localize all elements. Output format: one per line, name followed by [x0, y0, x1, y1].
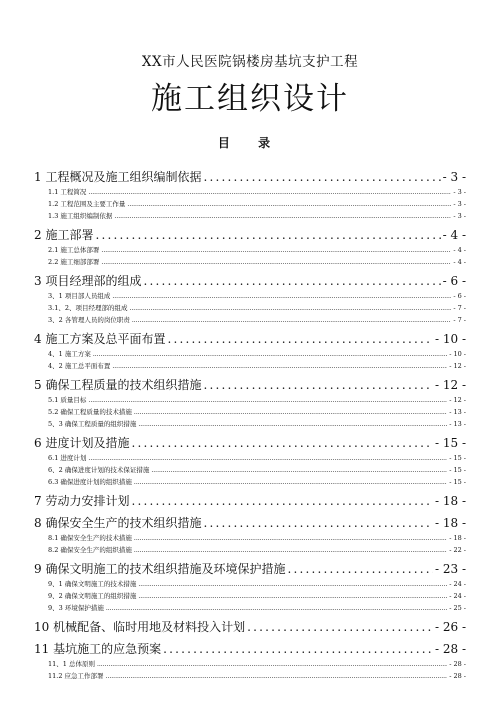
dot-leader	[287, 560, 433, 578]
toc-entry[interactable]	[34, 272, 466, 290]
toc-subentry[interactable]	[34, 186, 466, 198]
dot-leader	[101, 257, 451, 268]
dot-leader	[93, 349, 447, 360]
toc-subentry-label: 9、3 环境保护措施	[48, 604, 104, 612]
toc-entry-label: 5 确保工程质量的技术组织措施	[34, 378, 202, 392]
toc-subentry-page-number: - 15 -	[449, 466, 466, 474]
toc-entry[interactable]	[34, 640, 466, 658]
dot-leader	[131, 492, 433, 510]
dot-leader	[134, 533, 447, 544]
toc-subentry[interactable]	[34, 544, 466, 556]
toc-entry[interactable]	[34, 434, 466, 452]
dot-leader	[138, 579, 447, 590]
toc-entry[interactable]	[34, 560, 466, 578]
toc-subentry-label: 11.2 应急工作部署	[48, 672, 104, 680]
toc-entry-label: 7 劳动力安排计划	[34, 494, 130, 508]
toc-subentry-label: 1.2 工程范围及主要工作量	[48, 200, 126, 208]
toc-subentry-label: 8.2 确保安全生产的组织措施	[48, 546, 132, 554]
toc-subentry-label: 5、3 确保工程质量的组织措施	[48, 420, 137, 428]
toc-entry-page-number: - 23 -	[434, 562, 466, 576]
dot-leader	[131, 434, 433, 452]
toc-subentry[interactable]	[34, 476, 466, 488]
toc-entry[interactable]	[34, 492, 466, 510]
toc-subentry-label: 6、2 确保进度计划的技术保证措施	[48, 466, 150, 474]
toc-subentry[interactable]	[34, 590, 466, 602]
toc-subentry[interactable]	[34, 256, 466, 268]
toc-subentry-label: 3.1、2、项目经理部的组成	[48, 304, 128, 312]
dot-leader	[127, 199, 451, 210]
toc-subentry[interactable]	[34, 670, 466, 682]
toc-entry-page-number: - 15 -	[434, 436, 466, 450]
toc-subentry-label: 4、2 施工总平面布置	[48, 362, 111, 370]
toc-entry-label: 11 基坑施工的应急预案	[34, 642, 162, 656]
toc-subentry-page-number: - 24 -	[449, 592, 466, 600]
toc-subentry[interactable]	[34, 394, 466, 406]
toc-subentry[interactable]	[34, 464, 466, 476]
toc-entry-label: 10 机械配备、临时用地及材料投入计划	[34, 620, 246, 634]
toc-subentry-page-number: - 13 -	[449, 408, 466, 416]
toc-subentry-page-number: - 22 -	[449, 546, 466, 554]
toc-subentry-label: 9、2 确保文明施工的组织措施	[48, 592, 137, 600]
dot-leader	[203, 376, 433, 394]
toc-subentry-page-number: - 10 -	[449, 350, 466, 358]
toc-subentry-label: 1.1 工程简况	[48, 188, 87, 196]
dot-leader	[203, 514, 433, 532]
dot-leader	[101, 245, 451, 256]
toc-subentry-label: 4、1 施工方案	[48, 350, 91, 358]
toc-subentry-page-number: - 4 -	[453, 258, 466, 266]
dot-leader	[151, 465, 447, 476]
toc-entry-page-number: - 18 -	[434, 494, 466, 508]
toc-entry-page-number: - 3 -	[442, 170, 466, 184]
table-of-contents	[34, 164, 466, 682]
toc-subentry-label: 6.1 进度计划	[48, 454, 87, 462]
toc-subentry-page-number: - 7 -	[453, 316, 466, 324]
dot-leader	[112, 361, 447, 372]
dot-leader	[203, 168, 440, 186]
toc-subentry-page-number: - 25 -	[449, 604, 466, 612]
dot-leader	[132, 315, 451, 326]
toc-entry-label: 2 施工部署	[34, 228, 94, 242]
toc-entry[interactable]	[34, 618, 466, 636]
dot-leader	[129, 303, 451, 314]
toc-subentry-label: 3、2 各管理人员的岗位职责	[48, 316, 130, 324]
toc-entry-label: 3 项目经理部的组成	[34, 274, 142, 288]
dot-leader	[106, 671, 448, 682]
toc-entry-label: 1 工程概况及施工组织编制依据	[34, 170, 202, 184]
toc-subentry[interactable]	[34, 348, 466, 360]
toc-subentry[interactable]	[34, 452, 466, 464]
toc-subentry-page-number: - 15 -	[449, 478, 466, 486]
toc-subentry-page-number: - 12 -	[449, 362, 466, 370]
dot-leader	[114, 211, 451, 222]
toc-subentry-label: 2.1 施工总体部署	[48, 246, 100, 254]
toc-entry[interactable]	[34, 376, 466, 394]
toc-subentry[interactable]	[34, 578, 466, 590]
toc-subentry[interactable]	[34, 302, 466, 314]
toc-heading: 目 录	[217, 136, 283, 150]
dot-leader	[138, 591, 447, 602]
toc-subentry-label: 8.1 确保安全生产的技术措施	[48, 534, 132, 542]
dot-leader	[88, 187, 451, 198]
toc-subentry[interactable]	[34, 418, 466, 430]
toc-subentry-page-number: - 4 -	[453, 246, 466, 254]
dot-leader	[163, 640, 433, 658]
toc-subentry-page-number: - 3 -	[453, 188, 466, 196]
toc-subentry[interactable]	[34, 658, 466, 670]
dot-leader	[167, 330, 433, 348]
toc-subentry[interactable]	[34, 198, 466, 210]
toc-subentry-page-number: - 28 -	[449, 672, 466, 680]
toc-subentry[interactable]	[34, 314, 466, 326]
dot-leader	[95, 226, 440, 244]
toc-subentry-label: 9、1 确保文明施工的技术措施	[48, 580, 137, 588]
dot-leader	[143, 272, 440, 290]
toc-entry[interactable]	[34, 226, 466, 244]
toc-entry-page-number: - 10 -	[434, 332, 466, 346]
toc-subentry-label: 2.2 施工细部部署	[48, 258, 100, 266]
dot-leader	[88, 395, 447, 406]
toc-subentry-page-number: - 12 -	[449, 396, 466, 404]
dot-leader	[112, 291, 451, 302]
toc-subentry-page-number: - 24 -	[449, 580, 466, 588]
toc-subentry[interactable]	[34, 406, 466, 418]
toc-subentry-label: 11、1 总体原则	[48, 660, 95, 668]
toc-subentry-label: 6.3 确保进度计划的组织措施	[48, 478, 132, 486]
toc-entry-label: 8 确保安全生产的技术组织措施	[34, 516, 202, 530]
toc-entry-page-number: - 6 -	[442, 274, 466, 288]
toc-subentry[interactable]	[34, 602, 466, 614]
dot-leader	[134, 477, 447, 488]
dot-leader	[247, 618, 433, 636]
toc-subentry-page-number: - 3 -	[453, 212, 466, 220]
toc-entry-page-number: - 12 -	[434, 378, 466, 392]
toc-entry[interactable]	[34, 330, 466, 348]
dot-leader	[106, 603, 447, 614]
toc-subentry-label: 1.3 施工组织编制依据	[48, 212, 113, 220]
dot-leader	[138, 419, 447, 430]
toc-subentry-label: 5.1 质量目标	[48, 396, 87, 404]
toc-subentry-page-number: - 18 -	[449, 534, 466, 542]
toc-subentry[interactable]	[34, 290, 466, 302]
toc-subentry-page-number: - 7 -	[453, 304, 466, 312]
dot-leader	[134, 545, 447, 556]
document-subtitle: XX市人民医院锅楼房基坑支护工程	[141, 54, 359, 70]
toc-subentry-page-number: - 15 -	[449, 454, 466, 462]
dot-leader	[88, 453, 447, 464]
toc-entry-page-number: - 26 -	[434, 620, 466, 634]
toc-entry[interactable]	[34, 514, 466, 532]
toc-subentry[interactable]	[34, 210, 466, 222]
toc-subentry-label: 5.2 确保工程质量的技术措施	[48, 408, 132, 416]
toc-subentry-label: 3、1 项目部人员组成	[48, 292, 111, 300]
toc-subentry-page-number: - 3 -	[453, 200, 466, 208]
toc-entry-page-number: - 28 -	[434, 642, 466, 656]
toc-entry[interactable]	[34, 168, 466, 186]
toc-subentry-page-number: - 28 -	[449, 660, 466, 668]
toc-entry-page-number: - 18 -	[434, 516, 466, 530]
dot-leader	[134, 407, 447, 418]
toc-subentry[interactable]	[34, 244, 466, 256]
toc-subentry[interactable]	[34, 360, 466, 372]
toc-entry-page-number: - 4 -	[442, 228, 466, 242]
dot-leader	[97, 659, 447, 670]
toc-entry-label: 6 进度计划及措施	[34, 436, 130, 450]
toc-entry-label: 4 施工方案及总平面布置	[34, 332, 166, 346]
toc-subentry-page-number: - 13 -	[449, 420, 466, 428]
toc-entry-label: 9 确保文明施工的技术组织措施及环境保护措施	[34, 562, 286, 576]
toc-subentry[interactable]	[34, 532, 466, 544]
toc-subentry-page-number: - 6 -	[453, 292, 466, 300]
document-title: 施工组织设计	[151, 81, 349, 117]
